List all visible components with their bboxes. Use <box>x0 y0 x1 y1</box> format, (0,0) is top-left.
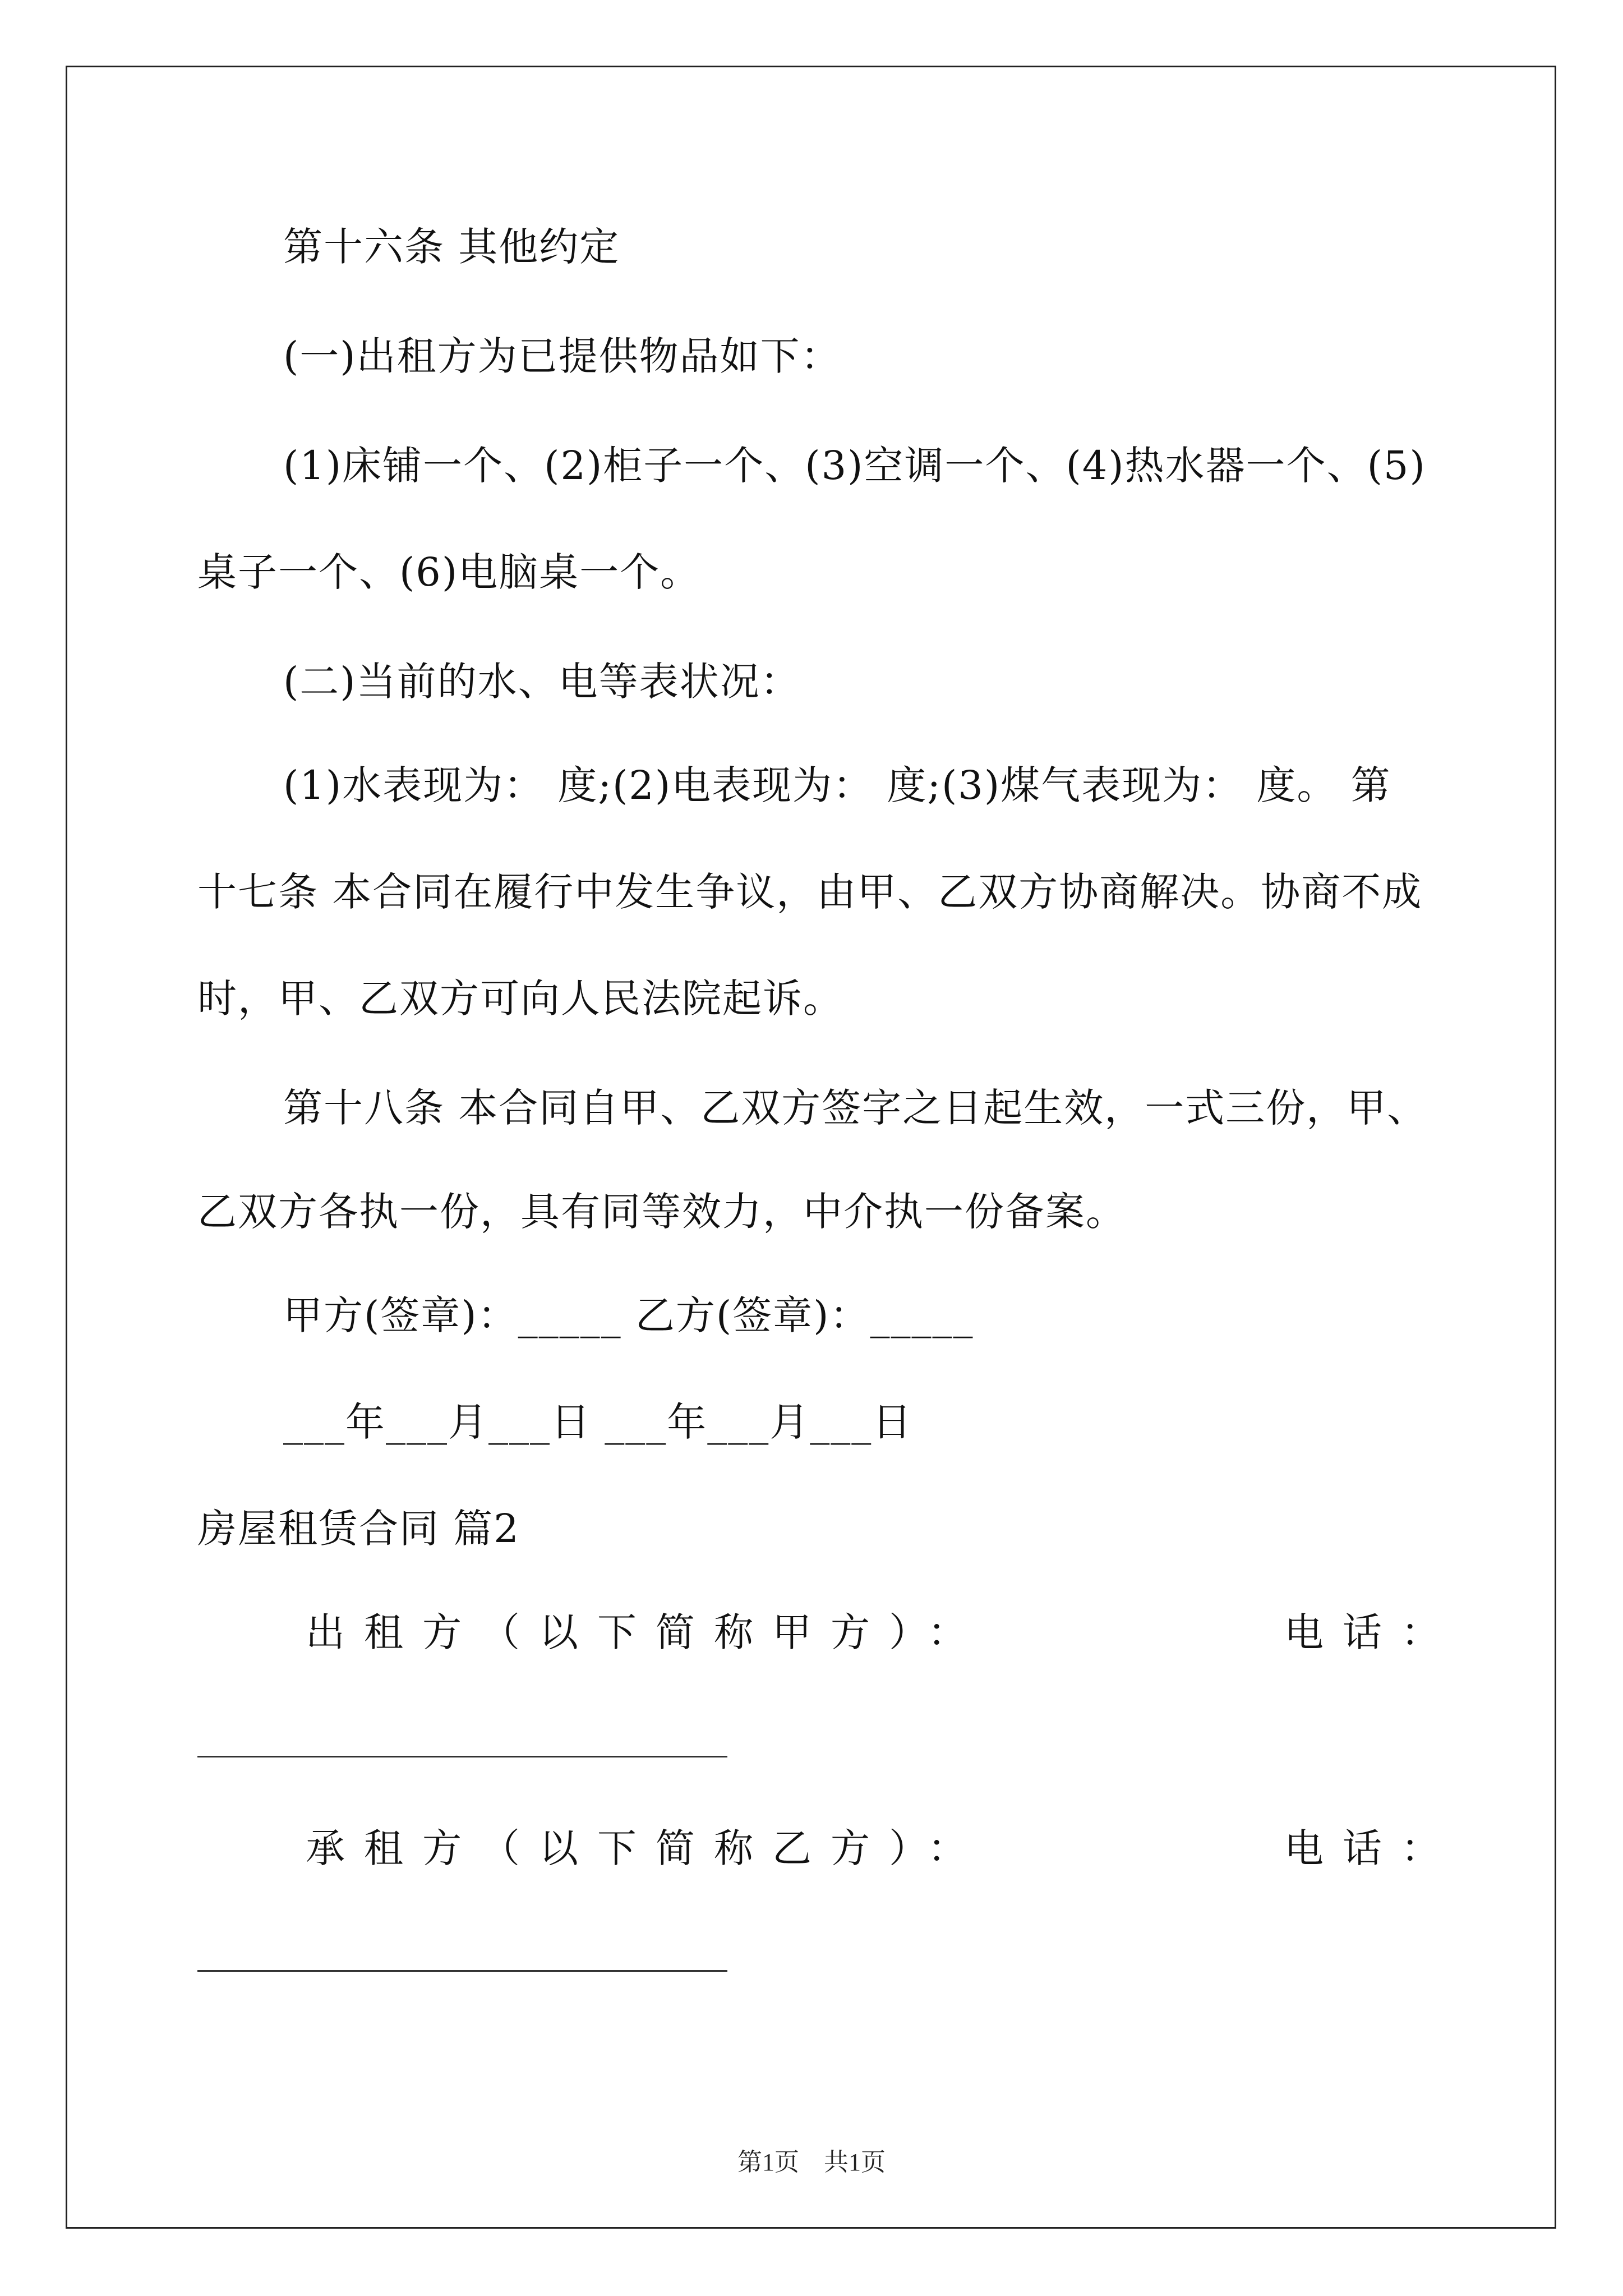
article-17-line-1: 十七条 本合同在履行中发生争议，由甲、乙双方协商解决。协商不成 <box>197 869 1423 915</box>
provided-items-list-line-2: 桌子一个、(6)电脑桌一个。 <box>197 549 701 595</box>
signature-line: 甲方(签章)：_____ 乙方(签章)：_____ <box>283 1292 974 1338</box>
article-18-line-2: 乙双方各执一份，具有同等效力，中介执一份备案。 <box>197 1189 1126 1235</box>
provided-items-heading: (一)出租方为已提供物品如下： <box>283 333 841 379</box>
page-footer: 第1页 共1页 <box>737 2148 886 2176</box>
lessee-fill-line <box>197 1970 727 1972</box>
lessee-phone-label: 电话： <box>1284 1825 1459 1871</box>
lessor-phone-label: 电话： <box>1284 1609 1459 1655</box>
article-17-line-2: 时，甲、乙双方可向人民法院起诉。 <box>197 976 843 1022</box>
provided-items-list-line-1: (1)床铺一个、(2)柜子一个、(3)空调一个、(4)热水器一个、(5) <box>283 443 1426 489</box>
date-line: ___年___月___日 ___年___月___日 <box>283 1399 913 1445</box>
meter-status-heading: (二)当前的水、电等表状况： <box>283 659 801 705</box>
page-frame <box>66 66 1556 2229</box>
contract-2-title: 房屋租赁合同 篇2 <box>197 1506 520 1552</box>
lessor-label: 出租方（以下简称甲方）： <box>306 1609 986 1655</box>
article-16-heading: 第十六条 其他约定 <box>283 224 620 270</box>
article-18-line-1: 第十八条 本合同自甲、乙双方签字之日起生效，一式三份，甲、 <box>283 1085 1428 1131</box>
meter-readings-line: (1)水表现为： 度;(2)电表现为： 度;(3)煤气表现为： 度。 第 <box>283 762 1391 808</box>
lessee-label: 承租方（以下简称乙方）： <box>306 1825 986 1871</box>
lessor-fill-line <box>197 1756 727 1757</box>
